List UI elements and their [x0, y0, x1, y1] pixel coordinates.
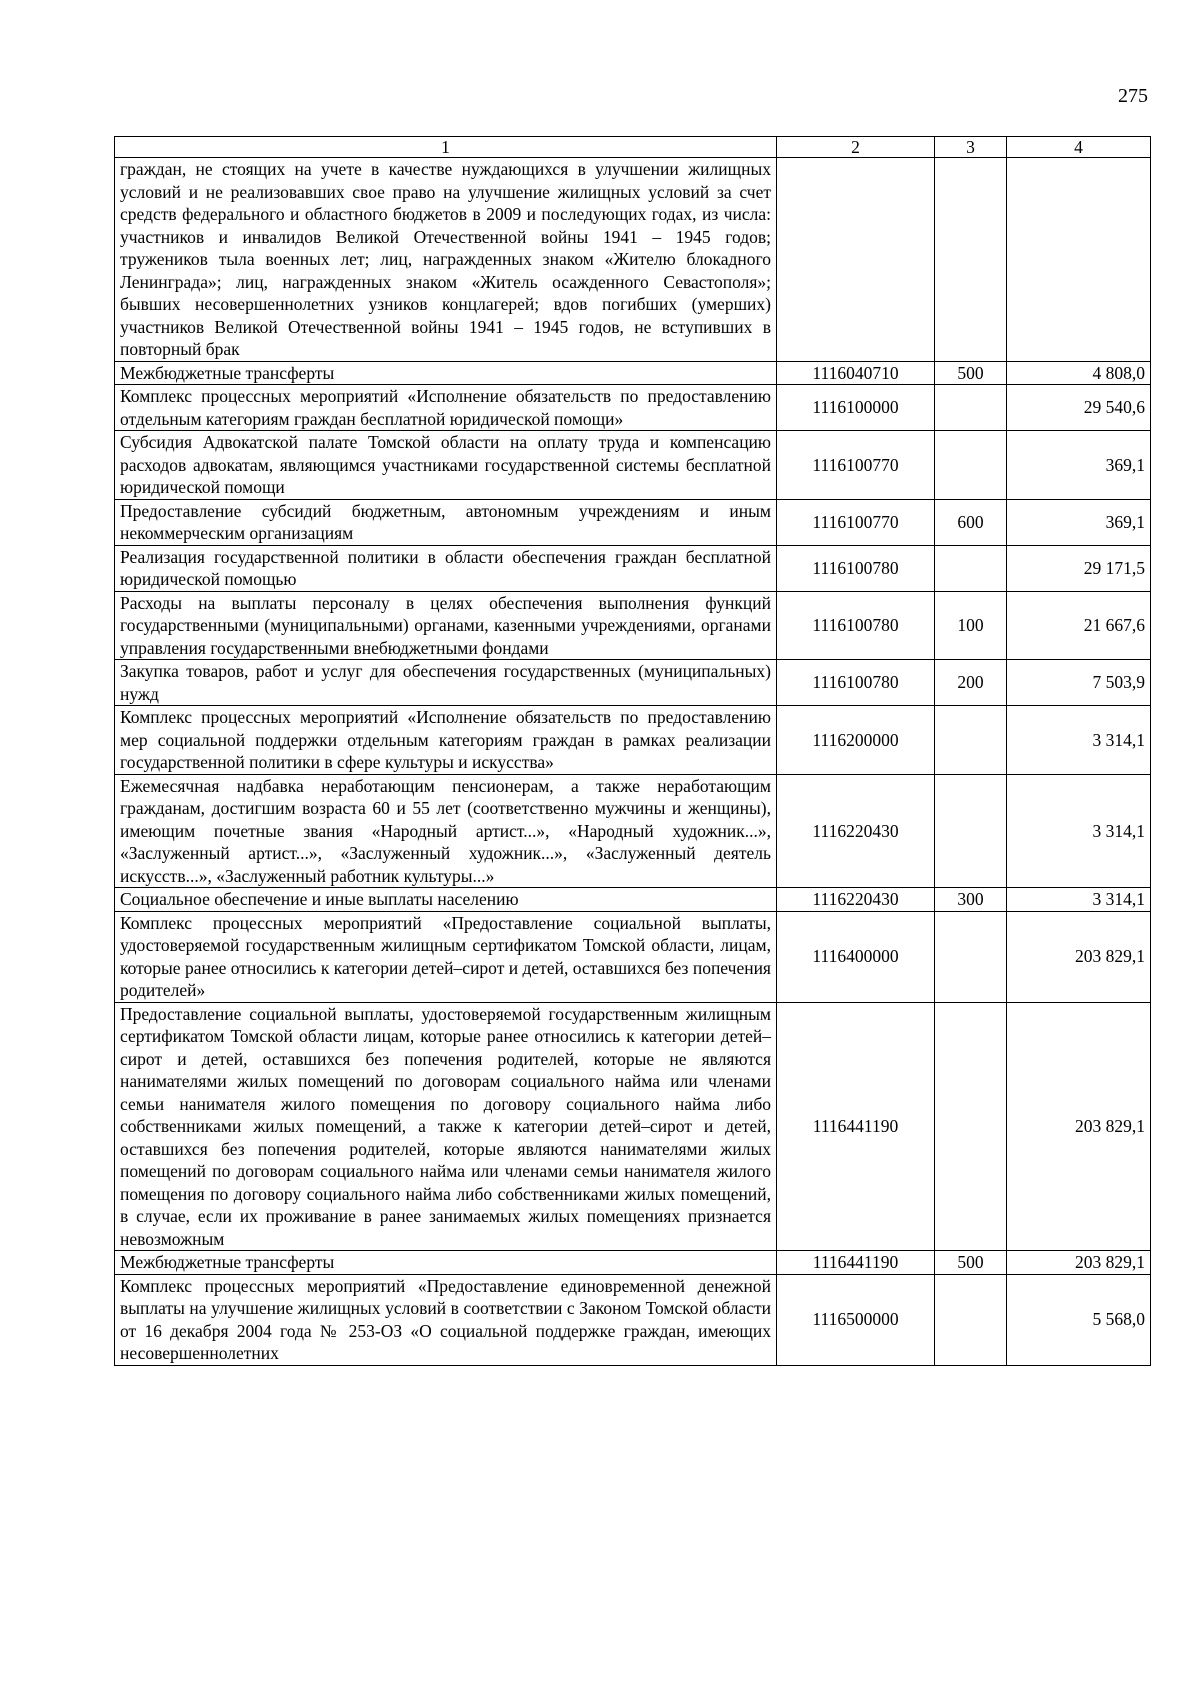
row-amount: 3 314,1 [1007, 774, 1151, 888]
row-amount: 5 568,0 [1007, 1274, 1151, 1365]
row-name: Предоставление субсидий бюджетным, автономным учреждениям и иным некоммерческим организациям [115, 499, 777, 545]
page-number: 275 [1118, 85, 1148, 107]
table-row [115, 158, 1151, 362]
row-name: Межбюджетные трансферты [115, 1251, 777, 1275]
table-row [115, 361, 1151, 385]
row-name: Комплекс процессных мероприятий «Исполнение обязательств по предоставлению мер социальной поддержки отдельным категориям граждан в рамках реализации государственной политики в сфере культуры и искусства» [115, 706, 777, 775]
table-row [115, 706, 1151, 775]
row-expense-type [935, 774, 1007, 888]
row-name: Комплекс процессных мероприятий «Предоставление единовременной денежной выплаты на улучшение жилищных условий в соответствии с Законом Томской области от 16 декабря 2004 года № 253-ОЗ «О социальной поддержке граждан, имеющих несовершеннолетних [115, 1274, 777, 1365]
table-row [115, 774, 1151, 888]
row-amount: 21 667,6 [1007, 591, 1151, 660]
table-row [115, 1274, 1151, 1365]
row-code: 1116040710 [777, 361, 935, 385]
table-row [115, 545, 1151, 591]
row-expense-type [935, 706, 1007, 775]
budget-table [114, 136, 1151, 1366]
row-expense-type: 500 [935, 1251, 1007, 1275]
row-amount: 4 808,0 [1007, 361, 1151, 385]
table-row [115, 660, 1151, 706]
row-expense-type [935, 158, 1007, 362]
row-expense-type [935, 1002, 1007, 1251]
row-code: 1116441190 [777, 1251, 935, 1275]
row-amount: 29 540,6 [1007, 385, 1151, 431]
row-code: 1116400000 [777, 911, 935, 1002]
row-name: граждан, не стоящих на учете в качестве нуждающихся в улучшении жилищных условий и не реализовавших свое право на улучшение жилищных условий за счет средств федерального и областного бюджетов в 2009 и последующих годах, из числа: участников и инвалидов Великой Отечественной войны 1941 – 1945 годов; тружеников тыла военных лет; лиц, награжденных знаком «Жителю блокадного Ленинграда»; лиц, награжденных знаком «Житель осажденного Севастополя»; бывших несовершеннолетних узников концлагерей; вдов погибших (умерших) участников Великой Отечественной войны 1941 – 1945 годов, не вступивших в повторный брак [115, 158, 777, 362]
row-amount: 3 314,1 [1007, 888, 1151, 912]
row-expense-type [935, 911, 1007, 1002]
column-header-4: 4 [1007, 137, 1151, 158]
row-amount: 3 314,1 [1007, 706, 1151, 775]
row-amount: 203 829,1 [1007, 1251, 1151, 1275]
row-code: 1116200000 [777, 706, 935, 775]
row-name: Расходы на выплаты персоналу в целях обеспечения выполнения функций государственными (муниципальными) органами, казенными учреждениями, органами управления государственными внебюджетными фондами [115, 591, 777, 660]
row-amount: 203 829,1 [1007, 1002, 1151, 1251]
row-code: 1116100770 [777, 431, 935, 500]
row-code: 1116100780 [777, 591, 935, 660]
row-expense-type: 300 [935, 888, 1007, 912]
table-row [115, 499, 1151, 545]
column-header-3: 3 [935, 137, 1007, 158]
row-code: 1116220430 [777, 888, 935, 912]
row-expense-type: 100 [935, 591, 1007, 660]
row-amount: 7 503,9 [1007, 660, 1151, 706]
row-name: Реализация государственной политики в области обеспечения граждан бесплатной юридической помощью [115, 545, 777, 591]
table-row [115, 888, 1151, 912]
row-code [777, 158, 935, 362]
row-name: Субсидия Адвокатской палате Томской области на оплату труда и компенсацию расходов адвокатам, являющимся участниками государственной системы бесплатной юридической помощи [115, 431, 777, 500]
row-amount: 203 829,1 [1007, 911, 1151, 1002]
row-name: Ежемесячная надбавка неработающим пенсионерам, а также неработающим гражданам, достигшим возраста 60 и 55 лет (соответственно мужчины и женщины), имеющим почетные звания «Народный артист...», «Народный художник...», «Заслуженный артист...», «Заслуженный художник...», «Заслуженный деятель искусств...», «Заслуженный работник культуры...» [115, 774, 777, 888]
table-row [115, 431, 1151, 500]
row-code: 1116100770 [777, 499, 935, 545]
row-amount: 369,1 [1007, 499, 1151, 545]
row-name: Социальное обеспечение и иные выплаты населению [115, 888, 777, 912]
row-expense-type [935, 431, 1007, 500]
column-header-2: 2 [777, 137, 935, 158]
table-header-row [115, 137, 1151, 158]
row-code: 1116220430 [777, 774, 935, 888]
row-expense-type: 200 [935, 660, 1007, 706]
row-amount: 369,1 [1007, 431, 1151, 500]
row-name: Комплекс процессных мероприятий «Исполнение обязательств по предоставлению отдельным категориям граждан бесплатной юридической помощи» [115, 385, 777, 431]
row-expense-type [935, 545, 1007, 591]
table-row [115, 1251, 1151, 1275]
row-name: Комплекс процессных мероприятий «Предоставление социальной выплаты, удостоверяемой государственным жилищным сертификатом Томской области, лицам, которые ранее относились к категории детей–сирот и детей, оставшихся без попечения родителей» [115, 911, 777, 1002]
table-row [115, 591, 1151, 660]
row-expense-type: 600 [935, 499, 1007, 545]
row-code: 1116441190 [777, 1002, 935, 1251]
row-amount: 29 171,5 [1007, 545, 1151, 591]
row-name: Межбюджетные трансферты [115, 361, 777, 385]
row-name: Закупка товаров, работ и услуг для обеспечения государственных (муниципальных) нужд [115, 660, 777, 706]
row-expense-type [935, 385, 1007, 431]
row-code: 1116100000 [777, 385, 935, 431]
row-code: 1116100780 [777, 660, 935, 706]
table-row [115, 385, 1151, 431]
row-code: 1116500000 [777, 1274, 935, 1365]
row-code: 1116100780 [777, 545, 935, 591]
table-row [115, 1002, 1151, 1251]
row-amount [1007, 158, 1151, 362]
row-expense-type: 500 [935, 361, 1007, 385]
row-expense-type [935, 1274, 1007, 1365]
row-name: Предоставление социальной выплаты, удостоверяемой государственным жилищным сертификатом Томской области лицам, которые ранее относились к категории детей–сирот и детей, оставшихся без попечения родителей, которые не являются нанимателями жилых помещений по договорам социального найма или членами семьи нанимателя жилого помещения по договору социального найма либо собственниками жилых помещений, а также к категории детей–сирот и детей, оставшихся без попечения родителей, которые являются нанимателями жилых помещений по договорам социального найма или членами семьи нанимателя жилого помещения по договору социального найма либо собственниками жилых помещений, в случае, если их проживание в ранее занимаемых жилых помещениях признается невозможным [115, 1002, 777, 1251]
column-header-1: 1 [115, 137, 777, 158]
table-row [115, 911, 1151, 1002]
